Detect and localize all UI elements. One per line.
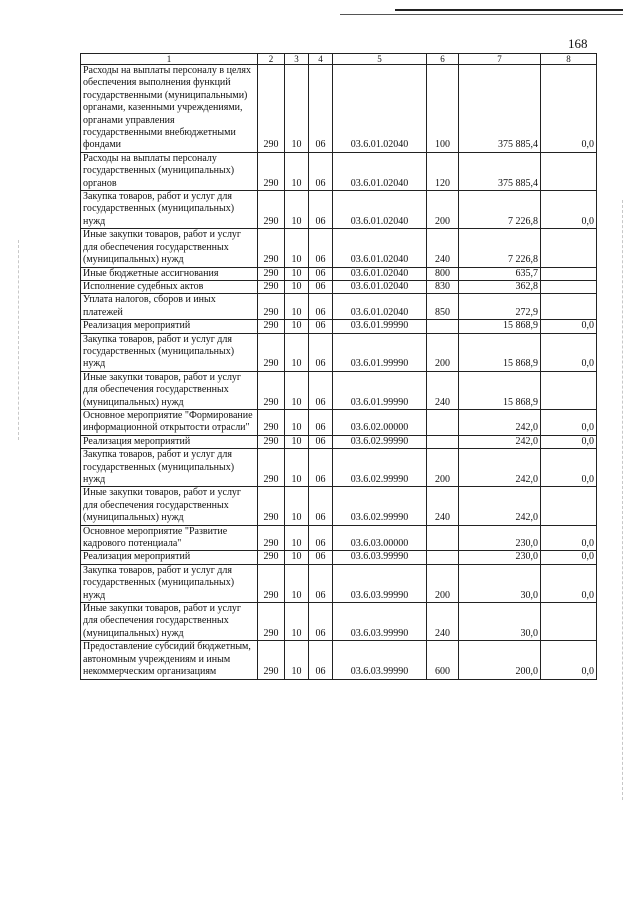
table-row xyxy=(81,267,597,280)
cell-col-3: 10 xyxy=(285,152,309,190)
cell-col-4: 06 xyxy=(309,333,333,371)
col-header-3: 3 xyxy=(285,54,309,65)
cell-col-4: 06 xyxy=(309,371,333,409)
cell-col-5: 03.6.03.99990 xyxy=(333,603,427,641)
cell-col-3: 10 xyxy=(285,371,309,409)
table-row xyxy=(81,449,597,487)
cell-col-3: 10 xyxy=(285,525,309,551)
col-header-4: 4 xyxy=(309,54,333,65)
cell-col-6 xyxy=(427,551,459,564)
cell-col-8: 0,0 xyxy=(541,435,597,448)
cell-col-5: 03.6.02.00000 xyxy=(333,409,427,435)
cell-col-3: 10 xyxy=(285,603,309,641)
cell-col-7: 15 868,9 xyxy=(459,371,541,409)
cell-col-8: 0,0 xyxy=(541,564,597,602)
cell-col-7: 635,7 xyxy=(459,267,541,280)
cell-col-5: 03.6.01.02040 xyxy=(333,152,427,190)
table-row xyxy=(81,641,597,679)
cell-col-7: 362,8 xyxy=(459,280,541,293)
row-name: Реализация мероприятий xyxy=(81,320,258,333)
table-row xyxy=(81,371,597,409)
cell-col-5: 03.6.03.99990 xyxy=(333,551,427,564)
cell-col-8: 0,0 xyxy=(541,641,597,679)
cell-col-4: 06 xyxy=(309,641,333,679)
cell-col-3: 10 xyxy=(285,65,309,153)
cell-col-2: 290 xyxy=(258,603,285,641)
cell-col-2: 290 xyxy=(258,551,285,564)
cell-col-4: 06 xyxy=(309,294,333,320)
col-header-5: 5 xyxy=(333,54,427,65)
cell-col-4: 06 xyxy=(309,280,333,293)
cell-col-8: 0,0 xyxy=(541,191,597,229)
cell-col-2: 290 xyxy=(258,191,285,229)
col-header-6: 6 xyxy=(427,54,459,65)
row-name: Иные закупки товаров, работ и услуг для обеспечения государственных (муниципальных) нужд xyxy=(81,487,258,525)
cell-col-8 xyxy=(541,371,597,409)
cell-col-2: 290 xyxy=(258,525,285,551)
cell-col-7: 242,0 xyxy=(459,449,541,487)
cell-col-8: 0,0 xyxy=(541,333,597,371)
row-name: Основное мероприятие "Развитие кадрового потенциала" xyxy=(81,525,258,551)
cell-col-8 xyxy=(541,280,597,293)
table-row xyxy=(81,435,597,448)
cell-col-6: 240 xyxy=(427,603,459,641)
cell-col-6: 850 xyxy=(427,294,459,320)
cell-col-2: 290 xyxy=(258,333,285,371)
table-row xyxy=(81,280,597,293)
cell-col-3: 10 xyxy=(285,333,309,371)
table-row xyxy=(81,564,597,602)
cell-col-5: 03.6.01.02040 xyxy=(333,267,427,280)
table-row xyxy=(81,487,597,525)
cell-col-3: 10 xyxy=(285,294,309,320)
cell-col-4: 06 xyxy=(309,65,333,153)
cell-col-7: 272,9 xyxy=(459,294,541,320)
cell-col-3: 10 xyxy=(285,564,309,602)
cell-col-8: 0,0 xyxy=(541,525,597,551)
cell-col-3: 10 xyxy=(285,229,309,267)
cell-col-7: 375 885,4 xyxy=(459,152,541,190)
row-name: Иные бюджетные ассигнования xyxy=(81,267,258,280)
page-number: 168 xyxy=(568,36,588,51)
cell-col-3: 10 xyxy=(285,280,309,293)
row-name: Иные закупки товаров, работ и услуг для обеспечения государственных (муниципальных) нужд xyxy=(81,603,258,641)
row-name: Расходы на выплаты персоналу государственных (муниципальных) органов xyxy=(81,152,258,190)
cell-col-2: 290 xyxy=(258,435,285,448)
scan-artifact-left xyxy=(18,240,19,440)
cell-col-5: 03.6.01.99990 xyxy=(333,320,427,333)
cell-col-6: 240 xyxy=(427,487,459,525)
cell-col-4: 06 xyxy=(309,449,333,487)
row-name: Закупка товаров, работ и услуг для государственных (муниципальных) нужд xyxy=(81,333,258,371)
cell-col-4: 06 xyxy=(309,603,333,641)
top-rule-thin xyxy=(340,14,623,15)
cell-col-4: 06 xyxy=(309,435,333,448)
cell-col-4: 06 xyxy=(309,564,333,602)
table-row xyxy=(81,333,597,371)
table-row xyxy=(81,65,597,153)
cell-col-5: 03.6.01.02040 xyxy=(333,280,427,293)
cell-col-3: 10 xyxy=(285,267,309,280)
cell-col-7: 30,0 xyxy=(459,564,541,602)
row-name: Расходы на выплаты персоналу в целях обеспечения выполнения функций государственными (муниципальными) органами, казенными учреждениями, органами управления государственными внебюджетными фондами xyxy=(81,65,258,153)
cell-col-4: 06 xyxy=(309,191,333,229)
table-row xyxy=(81,294,597,320)
cell-col-8 xyxy=(541,294,597,320)
table-row xyxy=(81,551,597,564)
table-row xyxy=(81,320,597,333)
row-name: Закупка товаров, работ и услуг для государственных (муниципальных) нужд xyxy=(81,191,258,229)
cell-col-7: 200,0 xyxy=(459,641,541,679)
table-row xyxy=(81,229,597,267)
row-name: Реализация мероприятий xyxy=(81,551,258,564)
table-row xyxy=(81,191,597,229)
cell-col-2: 290 xyxy=(258,409,285,435)
cell-col-3: 10 xyxy=(285,551,309,564)
table-row xyxy=(81,603,597,641)
cell-col-5: 03.6.01.02040 xyxy=(333,229,427,267)
cell-col-8 xyxy=(541,603,597,641)
cell-col-6: 120 xyxy=(427,152,459,190)
cell-col-4: 06 xyxy=(309,229,333,267)
cell-col-5: 03.6.01.02040 xyxy=(333,294,427,320)
cell-col-7: 30,0 xyxy=(459,603,541,641)
cell-col-2: 290 xyxy=(258,294,285,320)
cell-col-6: 240 xyxy=(427,371,459,409)
cell-col-2: 290 xyxy=(258,371,285,409)
row-name: Основное мероприятие "Формирование информационной открытости отрасли" xyxy=(81,409,258,435)
cell-col-2: 290 xyxy=(258,320,285,333)
cell-col-4: 06 xyxy=(309,409,333,435)
cell-col-3: 10 xyxy=(285,409,309,435)
cell-col-8: 0,0 xyxy=(541,449,597,487)
cell-col-4: 06 xyxy=(309,267,333,280)
col-header-8: 8 xyxy=(541,54,597,65)
row-name: Уплата налогов, сборов и иных платежей xyxy=(81,294,258,320)
cell-col-8 xyxy=(541,487,597,525)
cell-col-6: 800 xyxy=(427,267,459,280)
row-name: Предоставление субсидий бюджетным, автономным учреждениям и иным некоммерческим организациям xyxy=(81,641,258,679)
cell-col-6: 100 xyxy=(427,65,459,153)
cell-col-5: 03.6.01.99990 xyxy=(333,333,427,371)
cell-col-3: 10 xyxy=(285,449,309,487)
cell-col-7: 230,0 xyxy=(459,551,541,564)
cell-col-2: 290 xyxy=(258,152,285,190)
table-body xyxy=(81,65,597,680)
cell-col-4: 06 xyxy=(309,152,333,190)
cell-col-4: 06 xyxy=(309,551,333,564)
cell-col-7: 230,0 xyxy=(459,525,541,551)
table-row xyxy=(81,525,597,551)
cell-col-5: 03.6.03.99990 xyxy=(333,641,427,679)
cell-col-7: 242,0 xyxy=(459,409,541,435)
cell-col-3: 10 xyxy=(285,191,309,229)
cell-col-2: 290 xyxy=(258,641,285,679)
row-name: Иные закупки товаров, работ и услуг для обеспечения государственных (муниципальных) нужд xyxy=(81,229,258,267)
cell-col-6: 200 xyxy=(427,564,459,602)
row-name: Исполнение судебных актов xyxy=(81,280,258,293)
table-row xyxy=(81,409,597,435)
cell-col-6 xyxy=(427,409,459,435)
cell-col-7: 15 868,9 xyxy=(459,333,541,371)
cell-col-6: 830 xyxy=(427,280,459,293)
cell-col-8 xyxy=(541,267,597,280)
cell-col-6: 200 xyxy=(427,333,459,371)
cell-col-7: 375 885,4 xyxy=(459,65,541,153)
table-header-row xyxy=(81,54,597,65)
cell-col-3: 10 xyxy=(285,487,309,525)
cell-col-6: 600 xyxy=(427,641,459,679)
cell-col-7: 15 868,9 xyxy=(459,320,541,333)
cell-col-7: 7 226,8 xyxy=(459,229,541,267)
cell-col-5: 03.6.01.99990 xyxy=(333,371,427,409)
col-header-1: 1 xyxy=(81,54,258,65)
cell-col-5: 03.6.02.99990 xyxy=(333,449,427,487)
cell-col-4: 06 xyxy=(309,525,333,551)
cell-col-2: 290 xyxy=(258,65,285,153)
cell-col-5: 03.6.03.99990 xyxy=(333,564,427,602)
cell-col-8: 0,0 xyxy=(541,320,597,333)
cell-col-2: 290 xyxy=(258,449,285,487)
cell-col-8 xyxy=(541,229,597,267)
row-name: Закупка товаров, работ и услуг для государственных (муниципальных) нужд xyxy=(81,564,258,602)
col-header-7: 7 xyxy=(459,54,541,65)
row-name: Закупка товаров, работ и услуг для государственных (муниципальных) нужд xyxy=(81,449,258,487)
top-rule xyxy=(395,9,623,11)
cell-col-4: 06 xyxy=(309,320,333,333)
table-row xyxy=(81,152,597,190)
cell-col-8 xyxy=(541,152,597,190)
cell-col-2: 290 xyxy=(258,280,285,293)
cell-col-2: 290 xyxy=(258,229,285,267)
cell-col-5: 03.6.01.02040 xyxy=(333,65,427,153)
cell-col-8: 0,0 xyxy=(541,409,597,435)
budget-table xyxy=(80,53,597,680)
cell-col-7: 242,0 xyxy=(459,487,541,525)
scan-artifact-right xyxy=(622,200,623,800)
cell-col-3: 10 xyxy=(285,435,309,448)
cell-col-2: 290 xyxy=(258,487,285,525)
cell-col-2: 290 xyxy=(258,267,285,280)
cell-col-5: 03.6.02.99990 xyxy=(333,435,427,448)
cell-col-5: 03.6.02.99990 xyxy=(333,487,427,525)
cell-col-4: 06 xyxy=(309,487,333,525)
cell-col-6 xyxy=(427,435,459,448)
cell-col-6 xyxy=(427,525,459,551)
row-name: Иные закупки товаров, работ и услуг для обеспечения государственных (муниципальных) нужд xyxy=(81,371,258,409)
col-header-2: 2 xyxy=(258,54,285,65)
cell-col-7: 7 226,8 xyxy=(459,191,541,229)
cell-col-5: 03.6.01.02040 xyxy=(333,191,427,229)
cell-col-7: 242,0 xyxy=(459,435,541,448)
cell-col-6: 200 xyxy=(427,449,459,487)
cell-col-8: 0,0 xyxy=(541,65,597,153)
cell-col-8: 0,0 xyxy=(541,551,597,564)
cell-col-5: 03.6.03.00000 xyxy=(333,525,427,551)
cell-col-2: 290 xyxy=(258,564,285,602)
cell-col-3: 10 xyxy=(285,320,309,333)
cell-col-6: 240 xyxy=(427,229,459,267)
row-name: Реализация мероприятий xyxy=(81,435,258,448)
cell-col-6: 200 xyxy=(427,191,459,229)
cell-col-6 xyxy=(427,320,459,333)
cell-col-3: 10 xyxy=(285,641,309,679)
